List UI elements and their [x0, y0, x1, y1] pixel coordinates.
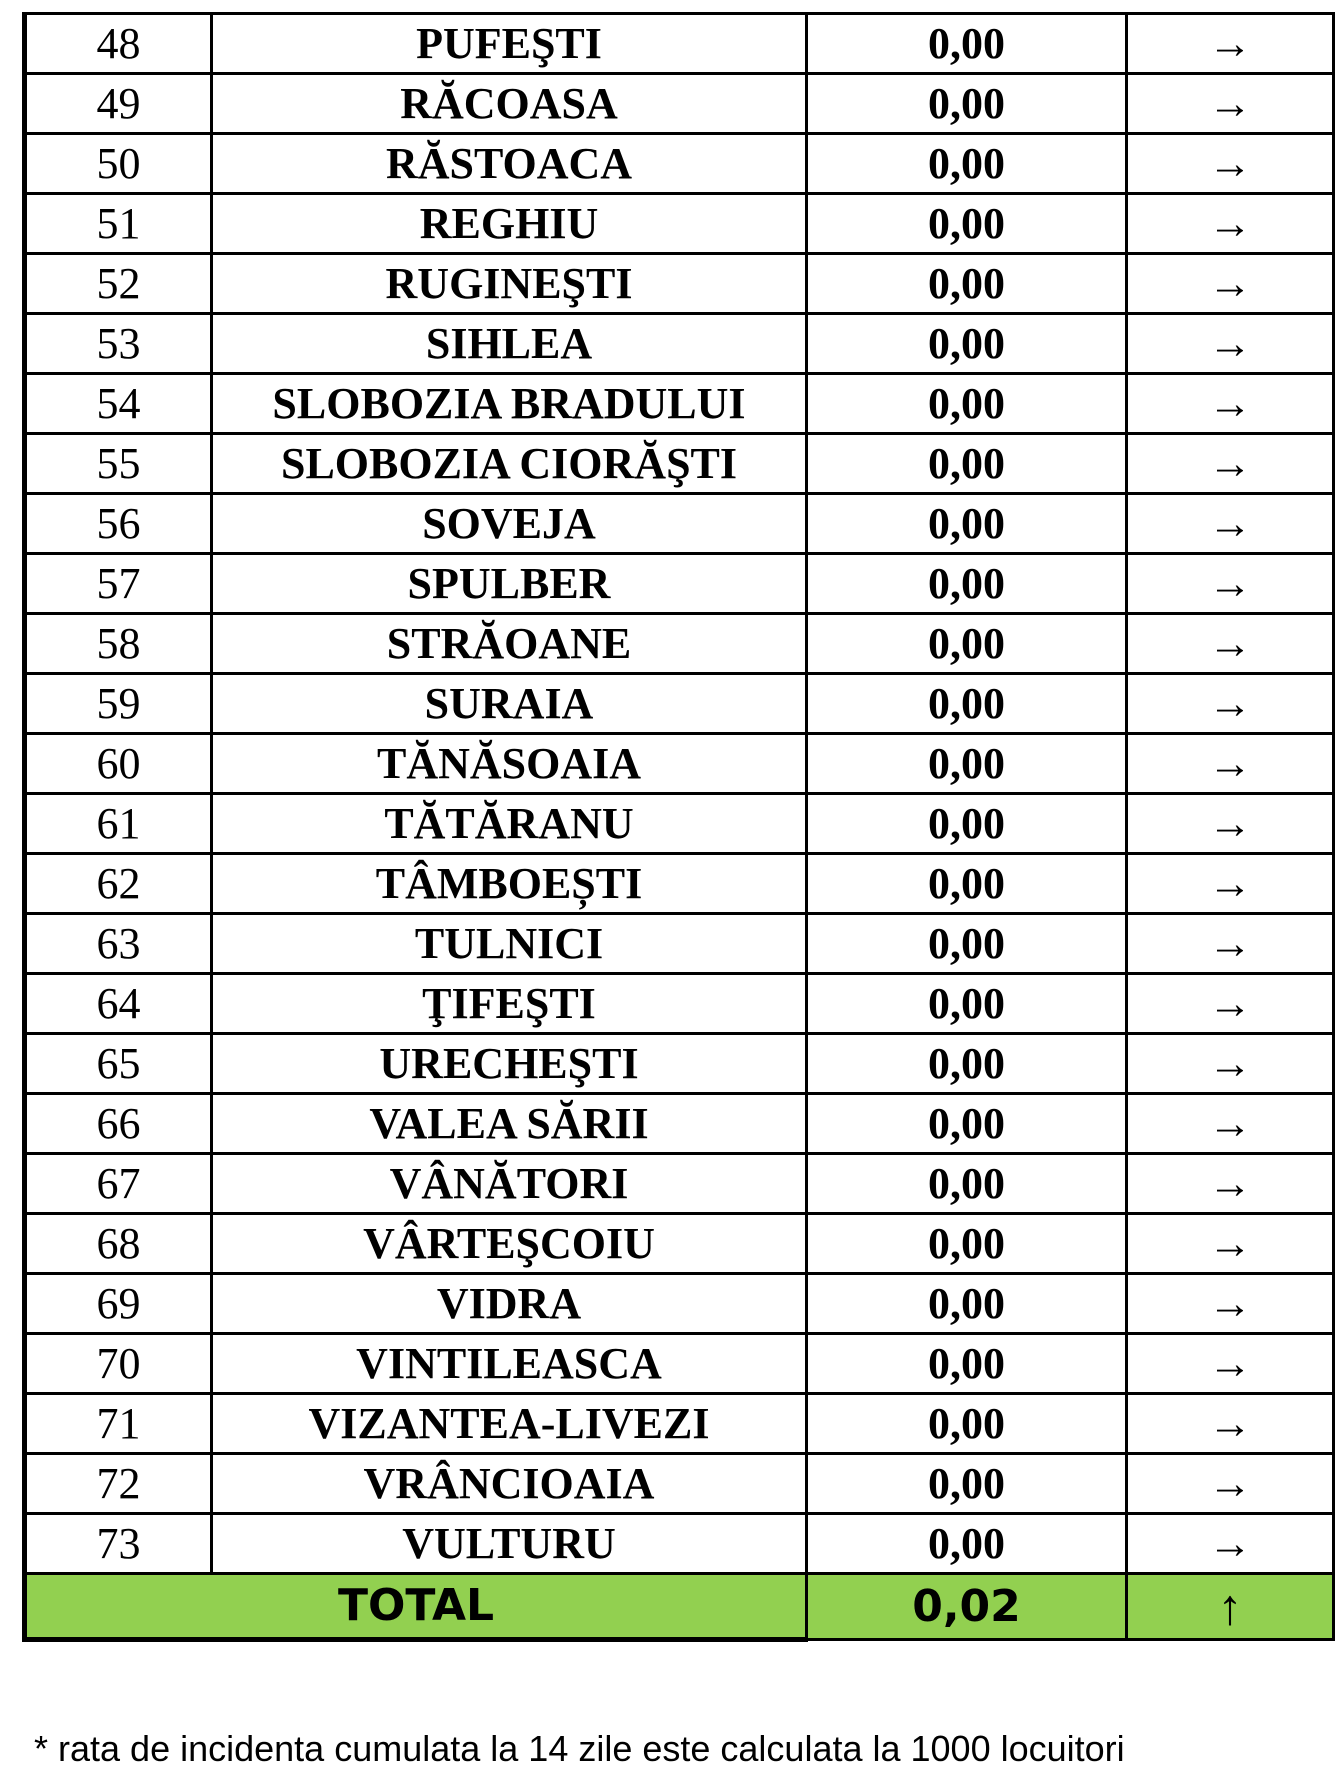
trend-right-arrow-icon: → [1127, 1094, 1334, 1154]
trend-right-arrow-icon: → [1127, 1514, 1334, 1574]
row-number: 72 [25, 1454, 212, 1514]
incidence-value: 0,00 [807, 1454, 1127, 1514]
trend-right-arrow-icon: → [1127, 614, 1334, 674]
row-number: 62 [25, 854, 212, 914]
table-row [25, 1154, 1334, 1214]
trend-right-arrow-icon: → [1127, 1334, 1334, 1394]
row-number: 48 [25, 14, 212, 74]
table-row [25, 194, 1334, 254]
incidence-value: 0,00 [807, 974, 1127, 1034]
table-row [25, 914, 1334, 974]
total-label: TOTAL [25, 1574, 807, 1640]
table-row [25, 1334, 1334, 1394]
trend-right-arrow-icon: → [1127, 794, 1334, 854]
row-number: 54 [25, 374, 212, 434]
locality-name: SPULBER [212, 554, 807, 614]
trend-right-arrow-icon: → [1127, 1034, 1334, 1094]
incidence-value: 0,00 [807, 314, 1127, 374]
incidence-value: 0,00 [807, 854, 1127, 914]
table-row [25, 794, 1334, 854]
row-number: 58 [25, 614, 212, 674]
trend-right-arrow-icon: → [1127, 14, 1334, 74]
trend-right-arrow-icon: → [1127, 1394, 1334, 1454]
locality-name: SOVEJA [212, 494, 807, 554]
locality-name: REGHIU [212, 194, 807, 254]
row-number: 64 [25, 974, 212, 1034]
trend-right-arrow-icon: → [1127, 914, 1334, 974]
locality-name: TULNICI [212, 914, 807, 974]
row-number: 73 [25, 1514, 212, 1574]
locality-name: VÂNĂTORI [212, 1154, 807, 1214]
incidence-value: 0,00 [807, 494, 1127, 554]
row-number: 69 [25, 1274, 212, 1334]
table-row [25, 1034, 1334, 1094]
incidence-value: 0,00 [807, 74, 1127, 134]
locality-name: TÂMBOEȘTI [212, 854, 807, 914]
table-row [25, 614, 1334, 674]
row-number: 70 [25, 1334, 212, 1394]
trend-right-arrow-icon: → [1127, 734, 1334, 794]
incidence-value: 0,00 [807, 794, 1127, 854]
incidence-value: 0,00 [807, 1514, 1127, 1574]
incidence-value: 0,00 [807, 374, 1127, 434]
table-row [25, 134, 1334, 194]
locality-name: SLOBOZIA BRADULUI [212, 374, 807, 434]
locality-name: ŢIFEŞTI [212, 974, 807, 1034]
row-number: 63 [25, 914, 212, 974]
locality-name: SURAIA [212, 674, 807, 734]
table-row [25, 254, 1334, 314]
incidence-value: 0,00 [807, 254, 1127, 314]
trend-right-arrow-icon: → [1127, 854, 1334, 914]
table-row [25, 734, 1334, 794]
locality-name: VULTURU [212, 1514, 807, 1574]
table-row [25, 1514, 1334, 1574]
locality-name: PUFEŞTI [212, 14, 807, 74]
trend-right-arrow-icon: → [1127, 74, 1334, 134]
locality-name: SLOBOZIA CIORĂŞTI [212, 434, 807, 494]
table-row [25, 14, 1334, 74]
table-row [25, 974, 1334, 1034]
locality-name: VIZANTEA-LIVEZI [212, 1394, 807, 1454]
table-row [25, 374, 1334, 434]
locality-name: VINTILEASCA [212, 1334, 807, 1394]
row-number: 53 [25, 314, 212, 374]
incidence-value: 0,00 [807, 674, 1127, 734]
trend-right-arrow-icon: → [1127, 974, 1334, 1034]
row-number: 52 [25, 254, 212, 314]
locality-name: RUGINEŞTI [212, 254, 807, 314]
trend-right-arrow-icon: → [1127, 434, 1334, 494]
incidence-value: 0,00 [807, 1394, 1127, 1454]
total-row [25, 1574, 1334, 1640]
row-number: 67 [25, 1154, 212, 1214]
row-number: 60 [25, 734, 212, 794]
trend-right-arrow-icon: → [1127, 1154, 1334, 1214]
locality-name: STRĂOANE [212, 614, 807, 674]
incidence-value: 0,00 [807, 734, 1127, 794]
locality-name: RĂSTOACA [212, 134, 807, 194]
total-value: 0,02 [807, 1574, 1127, 1640]
table-row [25, 1394, 1334, 1454]
table-row [25, 554, 1334, 614]
row-number: 49 [25, 74, 212, 134]
incidence-value: 0,00 [807, 614, 1127, 674]
table-row [25, 434, 1334, 494]
table-row [25, 494, 1334, 554]
row-number: 51 [25, 194, 212, 254]
total-trend-up-arrow-icon: ↑ [1127, 1574, 1334, 1640]
row-number: 55 [25, 434, 212, 494]
table-row [25, 1214, 1334, 1274]
locality-name: TĂNĂSOAIA [212, 734, 807, 794]
incidence-value: 0,00 [807, 134, 1127, 194]
locality-name: VÂRTEŞCOIU [212, 1214, 807, 1274]
row-number: 57 [25, 554, 212, 614]
trend-right-arrow-icon: → [1127, 254, 1334, 314]
table-row [25, 74, 1334, 134]
table-row [25, 854, 1334, 914]
locality-name: SIHLEA [212, 314, 807, 374]
trend-right-arrow-icon: → [1127, 1274, 1334, 1334]
table-row [25, 1094, 1334, 1154]
incidence-value: 0,00 [807, 914, 1127, 974]
incidence-value: 0,00 [807, 14, 1127, 74]
footnote: * rata de incidenta cumulata la 14 zile este calculata la 1000 locuitori [34, 1728, 1125, 1769]
incidence-value: 0,00 [807, 1034, 1127, 1094]
row-number: 61 [25, 794, 212, 854]
trend-right-arrow-icon: → [1127, 314, 1334, 374]
table-row [25, 1274, 1334, 1334]
trend-right-arrow-icon: → [1127, 1454, 1334, 1514]
row-number: 71 [25, 1394, 212, 1454]
incidence-value: 0,00 [807, 1334, 1127, 1394]
row-number: 68 [25, 1214, 212, 1274]
incidence-value: 0,00 [807, 194, 1127, 254]
table-row [25, 314, 1334, 374]
locality-name: VRÂNCIOAIA [212, 1454, 807, 1514]
incidence-table-body [25, 14, 1334, 1640]
locality-name: TĂTĂRANU [212, 794, 807, 854]
incidence-table [22, 12, 1335, 1642]
table-row [25, 674, 1334, 734]
locality-name: VIDRA [212, 1274, 807, 1334]
trend-right-arrow-icon: → [1127, 554, 1334, 614]
incidence-value: 0,00 [807, 434, 1127, 494]
trend-right-arrow-icon: → [1127, 134, 1334, 194]
trend-right-arrow-icon: → [1127, 674, 1334, 734]
trend-right-arrow-icon: → [1127, 374, 1334, 434]
locality-name: URECHEŞTI [212, 1034, 807, 1094]
table-row [25, 1454, 1334, 1514]
trend-right-arrow-icon: → [1127, 494, 1334, 554]
row-number: 65 [25, 1034, 212, 1094]
trend-right-arrow-icon: → [1127, 1214, 1334, 1274]
incidence-value: 0,00 [807, 1214, 1127, 1274]
incidence-value: 0,00 [807, 1274, 1127, 1334]
incidence-value: 0,00 [807, 1094, 1127, 1154]
locality-name: RĂCOASA [212, 74, 807, 134]
locality-name: VALEA SĂRII [212, 1094, 807, 1154]
incidence-value: 0,00 [807, 1154, 1127, 1214]
row-number: 56 [25, 494, 212, 554]
row-number: 59 [25, 674, 212, 734]
row-number: 50 [25, 134, 212, 194]
incidence-value: 0,00 [807, 554, 1127, 614]
trend-right-arrow-icon: → [1127, 194, 1334, 254]
row-number: 66 [25, 1094, 212, 1154]
